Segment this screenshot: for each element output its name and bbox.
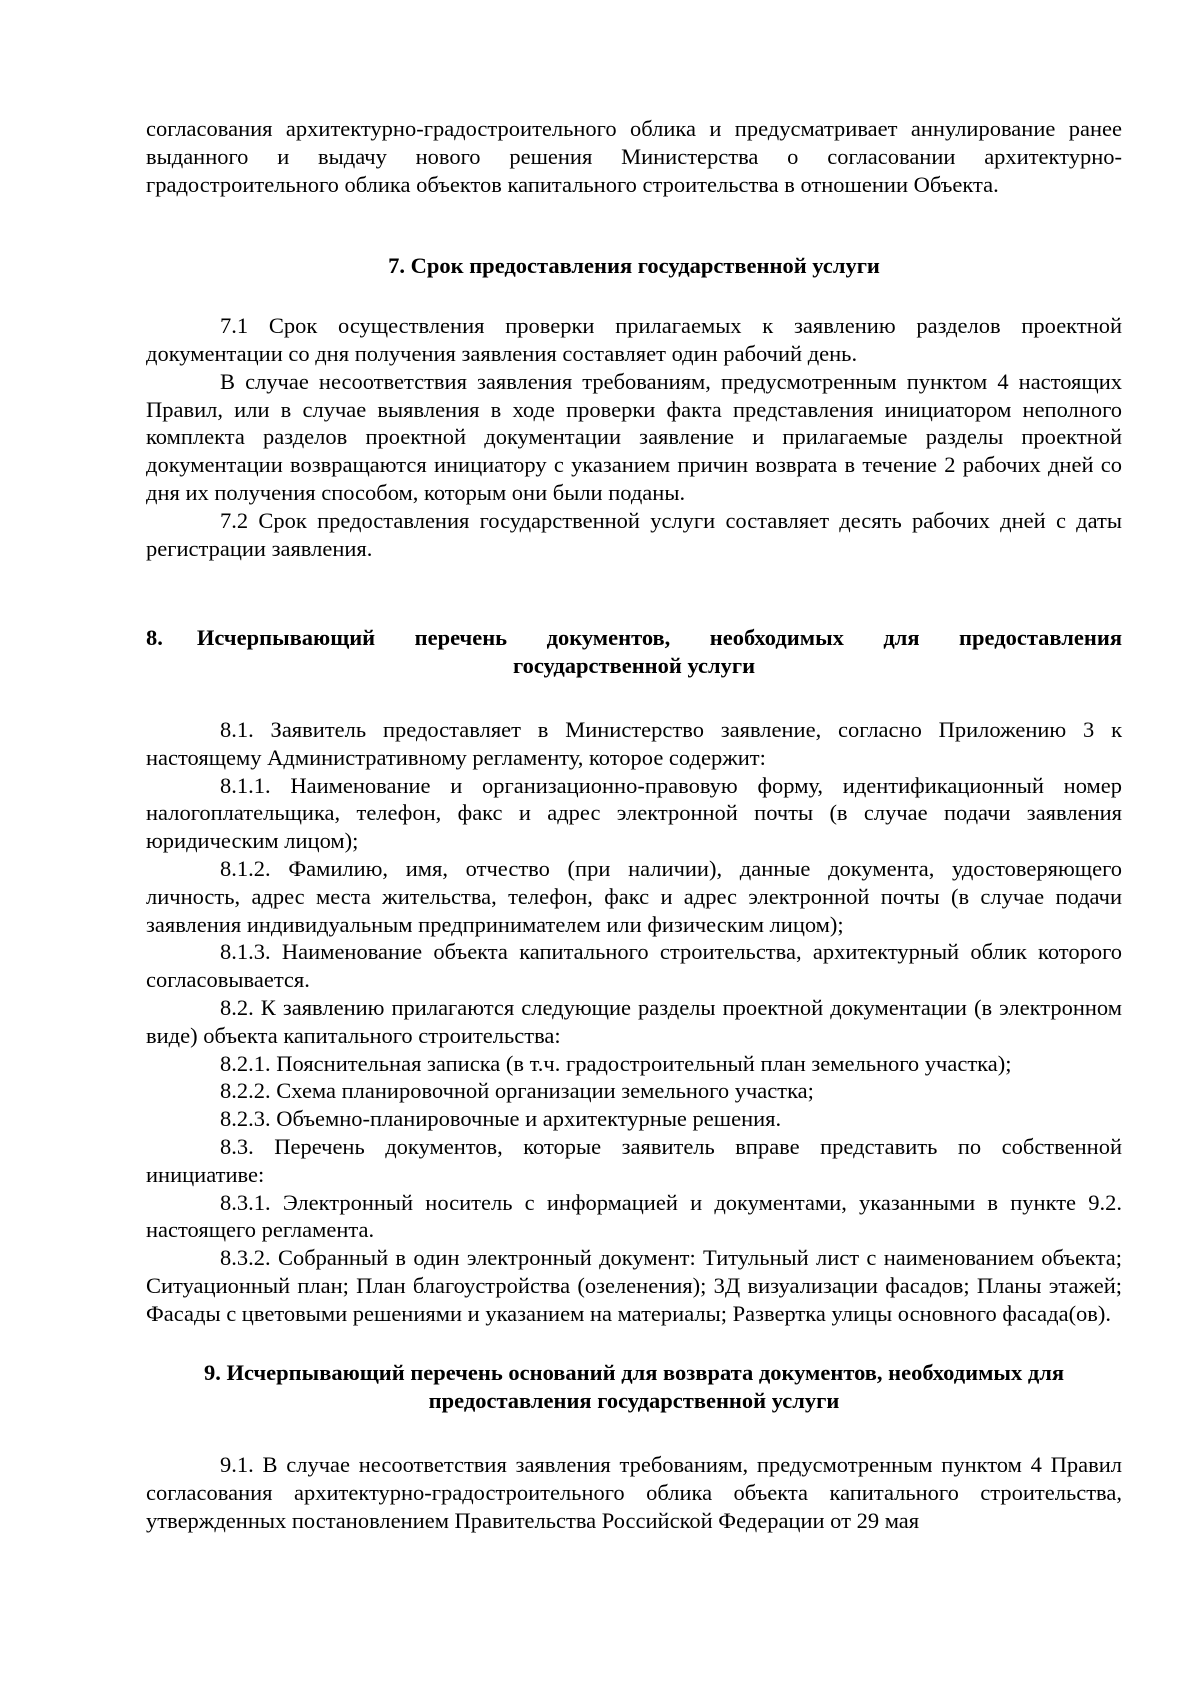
section-8-heading <box>146 624 1122 680</box>
section-7-heading: 7. Срок предоставления государственной услуги <box>388 253 880 279</box>
document-body <box>146 115 1122 1534</box>
paragraph-8-3: 8.3. Перечень документов, которые заявитель вправе представить по собственной инициативе: <box>146 1133 1122 1187</box>
paragraph-8-3-1: 8.3.1. Электронный носитель с информацией и документами, указанными в пункте 9.2. настоящего регламента. <box>146 1189 1122 1243</box>
section-8-title: Исчерпывающий перечень документов, необходимых для предоставления государственной услуги <box>196 625 1122 679</box>
paragraph-8-2: 8.2. К заявлению прилагаются следующие разделы проектной документации (в электронном виде) объекта капитального строительства: <box>146 994 1122 1048</box>
section-8-number: 8. <box>146 625 163 651</box>
paragraph-8-1-1: 8.1.1. Наименование и организационно-правовую форму, идентификационный номер налогоплательщика, телефон, факс и адрес электронной почты (в случае подачи заявления юридическим лицом); <box>146 772 1122 854</box>
paragraph-8-2-1: 8.2.1. Пояснительная записка (в т.ч. градостроительный план земельного участка); <box>220 1050 1012 1076</box>
paragraph-8-2-3: 8.2.3. Объемно-планировочные и архитектурные решения. <box>220 1106 782 1132</box>
paragraph-8-1: 8.1. Заявитель предоставляет в Министерство заявление, согласно Приложению 3 к настоящему Административному регламенту, которое содержит: <box>146 716 1122 770</box>
intro-paragraph: согласования архитектурно-градостроительного облика и предусматривает аннулирование ранее выданного и выдачу нового решения Министерства о согласовании архитектурно-градостроительного облика объектов капитального строительства в отношении Объекта. <box>146 116 1122 197</box>
paragraph-8-3-2: 8.3.2. Собранный в один электронный документ: Титульный лист с наименованием объекта; Ситуационный план; План благоустройства (озеленения); 3Д визуализации фасадов; Планы этажей; Фасады с цветовыми решениями и указанием на материалы; Развертка улицы основного фасада(ов). <box>146 1245 1122 1326</box>
paragraph-9-1: 9.1. В случае несоответствия заявления требованиям, предусмотренным пунктом 4 Правил согласования архитектурно-градостроительного облика объекта капитального строительства, утвержденных постановлением Правительства Российской Федерации от 29 мая <box>146 1452 1122 1533</box>
paragraph-7-2: 7.2 Срок предоставления государственной услуги составляет десять рабочих дней с даты регистрации заявления. <box>146 507 1122 561</box>
paragraph-8-1-2: 8.1.2. Фамилию, имя, отчество (при наличии), данные документа, удостоверяющего личность, адрес места жительства, телефон, факс и адрес электронной почты (в случае подачи заявления индивидуальным предпринимателем или физическим лицом); <box>146 855 1122 937</box>
paragraph-8-2-2: 8.2.2. Схема планировочной организации земельного участка; <box>220 1078 814 1104</box>
paragraph-7-1: 7.1 Срок осуществления проверки прилагаемых к заявлению разделов проектной документации со дня получения заявления составляет один рабочий день. <box>146 313 1122 366</box>
section-9-heading: 9. Исчерпывающий перечень оснований для возврата документов, необходимых для предоставления государственной услуги <box>203 1360 1065 1414</box>
paragraph-7-1-return: В случае несоответствия заявления требованиям, предусмотренным пунктом 4 настоящих Правил, или в случае выявления в ходе проверки факта представления инициатором неполного комплекта разделов проектной документации заявление и прилагаемые разделы проектной документации возвращаются инициатору с указанием причин возврата в течение 2 рабочих дней со дня их получения способом, которым они были поданы. <box>146 368 1122 505</box>
paragraph-8-1-3: 8.1.3. Наименование объекта капитального строительства, архитектурный облик которого согласовывается. <box>146 939 1122 993</box>
